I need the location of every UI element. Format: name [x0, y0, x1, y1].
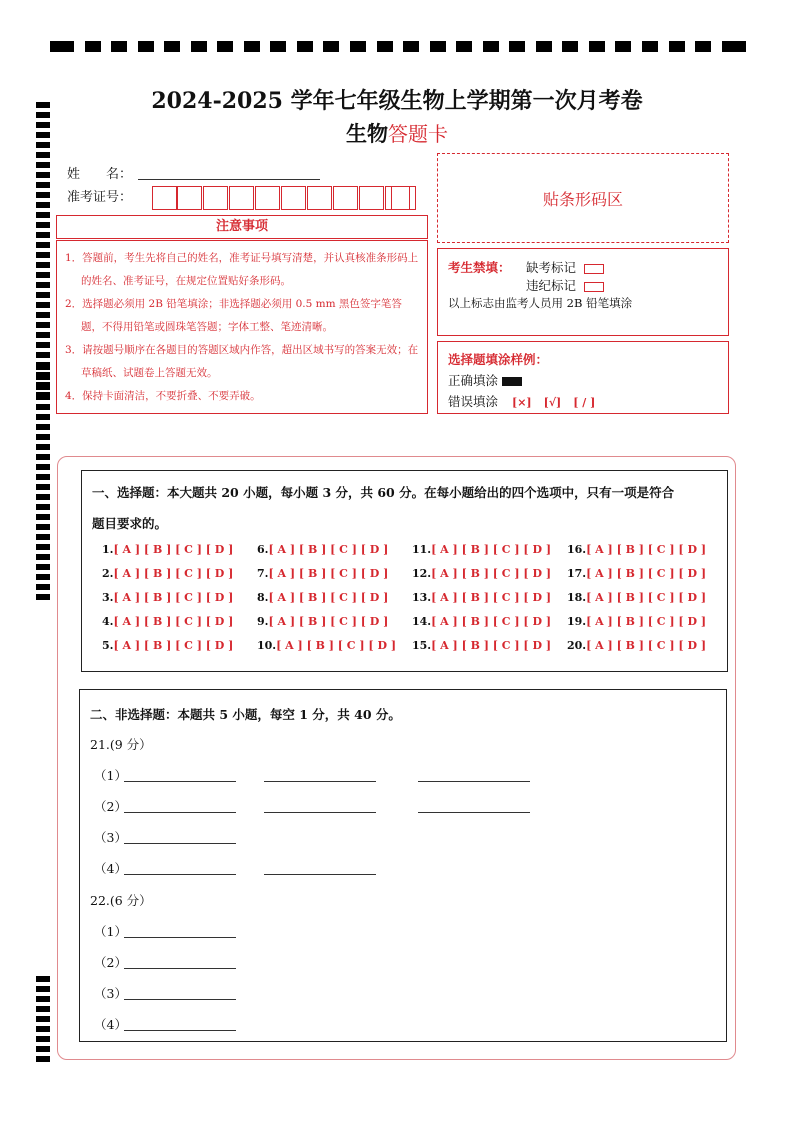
choice-options[interactable]: [ A ] [ B ] [ C ] [ D ]	[268, 543, 389, 556]
choice-options[interactable]: [ A ] [ B ] [ C ] [ D ]	[431, 591, 552, 604]
question-21-label: 21.(9 分）	[90, 737, 152, 752]
choice-options[interactable]: [ A ] [ B ] [ C ] [ D ]	[113, 639, 234, 652]
question-number: 12.	[412, 567, 432, 580]
question-number: 8.	[257, 591, 269, 604]
violation-mark-row	[526, 276, 604, 294]
answer-blank[interactable]	[124, 936, 236, 938]
question-number: 16.	[567, 543, 587, 556]
section2-title: 二、非选择题：本题共 5 小题，每空 1 分，共 40 分。	[90, 707, 401, 722]
choice-options[interactable]: [ A ] [ B ] [ C ] [ D ]	[586, 567, 707, 580]
choice-options[interactable]: [ A ] [ B ] [ C ] [ D ]	[268, 567, 389, 580]
answer-blank[interactable]	[124, 842, 236, 844]
proctor-heading: 考生禁填：	[448, 260, 511, 275]
choice-options[interactable]: [ A ] [ B ] [ C ] [ D ]	[586, 543, 707, 556]
part-label: （4）	[94, 1017, 127, 1032]
violation-mark-box[interactable]	[584, 282, 604, 292]
violation-label: 违纪标记	[526, 278, 577, 293]
choice-options[interactable]: [ A ] [ B ] [ C ] [ D ]	[113, 543, 234, 556]
timing-mark	[50, 41, 74, 52]
answer-blank[interactable]	[124, 1029, 236, 1031]
wrong-mark-cross: [×]	[512, 396, 532, 409]
question-number: 18.	[567, 591, 587, 604]
barcode-label: 贴条形码区	[542, 189, 623, 209]
question-number: 3.	[102, 591, 114, 604]
part-label: （3）	[94, 986, 127, 1001]
question-number: 4.	[102, 615, 114, 628]
proctor-box	[437, 248, 729, 336]
name-field[interactable]	[138, 178, 320, 180]
id-label: 准考证号：	[67, 190, 133, 205]
question-number: 11.	[412, 543, 432, 556]
choice-question-20[interactable]	[567, 639, 706, 652]
answer-blank[interactable]	[264, 873, 376, 875]
card-label: 答题卡	[388, 122, 448, 146]
answer-blank[interactable]	[124, 780, 236, 782]
choice-options[interactable]: [ A ] [ B ] [ C ] [ D ]	[113, 567, 234, 580]
fill-example-heading: 选择题填涂样例：	[448, 352, 549, 367]
barcode-area	[437, 153, 729, 243]
question-number: 2.	[102, 567, 114, 580]
correct-fill-row	[448, 371, 522, 389]
choice-question-16[interactable]	[567, 543, 706, 556]
wrong-mark-slash: [ / ]	[573, 396, 596, 409]
choice-question-7[interactable]	[257, 567, 388, 580]
notice-item: 1．答题前，考生先将自己的姓名，准考证号填写清楚，并认真核准条形码上的姓名、准考证号，在规定位置贴好条形码。	[65, 252, 419, 287]
subject-name: 生物	[346, 121, 388, 146]
answer-blank[interactable]	[264, 811, 376, 813]
question-number: 9.	[257, 615, 269, 628]
question-number: 13.	[412, 591, 432, 604]
question-number: 14.	[412, 615, 432, 628]
choice-options[interactable]: [ A ] [ B ] [ C ] [ D ]	[586, 591, 707, 604]
part-label: （1）	[94, 924, 127, 939]
choice-question-10[interactable]	[257, 639, 396, 652]
choice-options[interactable]: [ A ] [ B ] [ C ] [ D ]	[431, 639, 552, 652]
choice-question-1[interactable]	[102, 543, 233, 556]
choice-question-17[interactable]	[567, 567, 706, 580]
proctor-note: 以上标志由监考人员用 2B 铅笔填涂	[448, 296, 633, 310]
choice-options[interactable]: [ A ] [ B ] [ C ] [ D ]	[431, 567, 552, 580]
notice-item: 3．请按题号顺序在各题目的答题区域内作答，超出区域书写的答案无效；在草稿纸、试题卷上答题无效。	[65, 344, 419, 379]
choice-options[interactable]: [ A ] [ B ] [ C ] [ D ]	[268, 615, 389, 628]
notice-item: 4．保持卡面清洁，不要折叠、不要弄破。	[65, 390, 261, 402]
choice-question-6[interactable]	[257, 543, 388, 556]
page-title: 2024-2025 学年七年级生物上学期第一次月考卷	[151, 88, 643, 114]
question-number: 17.	[567, 567, 587, 580]
answer-blank[interactable]	[264, 780, 376, 782]
page-subtitle	[0, 118, 794, 148]
part-label: （3）	[94, 830, 127, 845]
choice-question-4[interactable]	[102, 615, 233, 628]
choice-question-15[interactable]	[412, 639, 551, 652]
section1-title-line2: 题目要求的。	[92, 516, 168, 531]
choice-question-14[interactable]	[412, 615, 551, 628]
choice-options[interactable]: [ A ] [ B ] [ C ] [ D ]	[113, 591, 234, 604]
choice-options[interactable]: [ A ] [ B ] [ C ] [ D ]	[268, 591, 389, 604]
part-label: （4）	[94, 861, 127, 876]
correct-fill-mark	[502, 377, 522, 386]
choice-question-2[interactable]	[102, 567, 233, 580]
question-number: 10.	[257, 639, 277, 652]
choice-options[interactable]: [ A ] [ B ] [ C ] [ D ]	[431, 615, 552, 628]
question-number: 7.	[257, 567, 269, 580]
choice-question-9[interactable]	[257, 615, 388, 628]
name-label: 姓 名：	[67, 167, 133, 182]
choice-question-5[interactable]	[102, 639, 233, 652]
answer-blank[interactable]	[124, 998, 236, 1000]
notice-heading: 注意事项	[56, 215, 428, 239]
notice-item: 2．选择题必须用 2B 铅笔填涂；非选择题必须用 0.5 mm 黑色签字笔答题，不得用铅笔或圆珠笔答题；字体工整、笔迹清晰。	[65, 298, 402, 333]
choice-options[interactable]: [ A ] [ B ] [ C ] [ D ]	[586, 639, 707, 652]
choice-question-8[interactable]	[257, 591, 388, 604]
answer-blank[interactable]	[418, 811, 530, 813]
side-timing-marks-bottom	[36, 976, 50, 1062]
question-number: 15.	[412, 639, 432, 652]
question-22-label: 22.(6 分）	[90, 893, 152, 908]
correct-fill-label: 正确填涂	[448, 373, 499, 388]
section2-box	[79, 689, 727, 1042]
question-number: 20.	[567, 639, 587, 652]
part-label: （2）	[94, 955, 127, 970]
part-label: （1）	[94, 768, 127, 783]
part-label: （2）	[94, 799, 127, 814]
side-timing-marks-middle	[36, 364, 50, 600]
choice-question-3[interactable]	[102, 591, 233, 604]
notice-body	[56, 240, 428, 414]
answer-blank[interactable]	[124, 811, 236, 813]
answer-blank[interactable]	[124, 873, 236, 875]
choice-question-13[interactable]	[412, 591, 551, 604]
choice-options[interactable]: [ A ] [ B ] [ C ] [ D ]	[276, 639, 397, 652]
wrong-fill-row	[448, 392, 595, 410]
fill-example-box	[437, 341, 729, 414]
question-number: 19.	[567, 615, 587, 628]
wrong-mark-check: [√]	[543, 396, 562, 409]
choice-options[interactable]: [ A ] [ B ] [ C ] [ D ]	[113, 615, 234, 628]
absent-label: 缺考标记	[526, 260, 577, 275]
answer-blank[interactable]	[124, 967, 236, 969]
choice-question-12[interactable]	[412, 567, 551, 580]
choice-options[interactable]: [ A ] [ B ] [ C ] [ D ]	[431, 543, 552, 556]
section1-title-line1: 一、选择题：本大题共 20 小题，每小题 3 分，共 60 分。在每小题给出的四个选项中，只有一项是符合	[92, 485, 675, 500]
absent-mark-row	[526, 258, 604, 276]
answer-blank[interactable]	[418, 780, 530, 782]
choice-question-11[interactable]	[412, 543, 551, 556]
choice-question-18[interactable]	[567, 591, 706, 604]
question-number: 5.	[102, 639, 114, 652]
wrong-fill-label: 错误填涂	[448, 394, 499, 409]
question-number: 1.	[102, 543, 114, 556]
id-digit-box[interactable]	[152, 186, 177, 210]
absent-mark-box[interactable]	[584, 264, 604, 274]
choice-question-19[interactable]	[567, 615, 706, 628]
choice-options[interactable]: [ A ] [ B ] [ C ] [ D ]	[586, 615, 707, 628]
top-timing-marks	[50, 40, 746, 52]
question-number: 6.	[257, 543, 269, 556]
